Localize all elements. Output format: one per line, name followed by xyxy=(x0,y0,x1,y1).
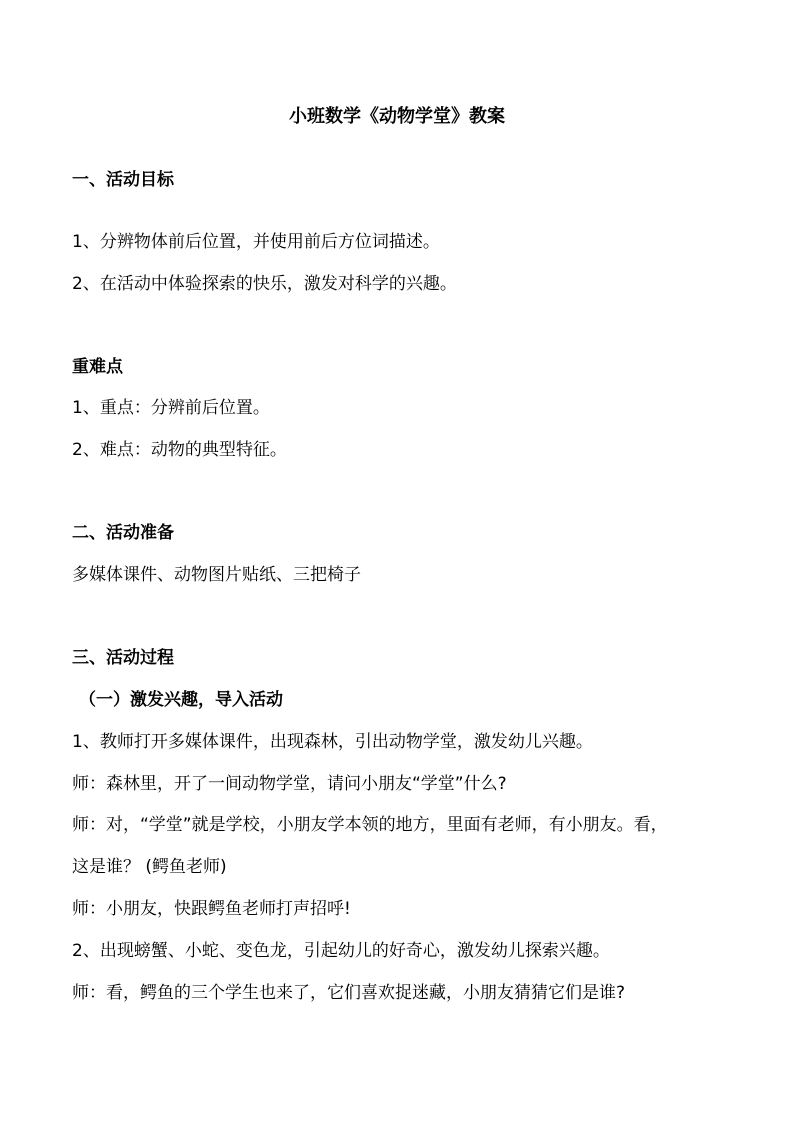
document-title: 小班数学《动物学堂》教案 xyxy=(289,106,505,127)
preparation-text: 多媒体课件、动物图片贴纸、三把椅子 xyxy=(72,565,361,585)
goal-item: 1、分辨物体前后位置，并使用前后方位词描述。 xyxy=(72,232,440,252)
process-line: 师：看，鳄鱼的三个学生也来了，它们喜欢捉迷藏，小朋友猜猜它们是谁? xyxy=(72,983,626,1003)
preparation-heading: 二、活动准备 xyxy=(72,523,174,543)
process-line: 师：对，“学堂”就是学校，小朋友学本领的地方，里面有老师，有小朋友。看， xyxy=(72,815,668,835)
process-line: 这是谁？ (鳄鱼老师) xyxy=(72,857,227,877)
process-subheading: （一）激发兴趣，导入活动 xyxy=(79,690,283,710)
key-points-heading: 重难点 xyxy=(72,357,123,377)
key-point-item: 2、难点：动物的典型特征。 xyxy=(72,440,287,460)
process-heading: 三、活动过程 xyxy=(72,648,174,668)
process-line: 师：森林里，开了一间动物学堂，请问小朋友“学堂”什么? xyxy=(72,774,507,794)
key-point-item: 1、重点：分辨前后位置。 xyxy=(72,398,270,418)
goal-item: 2、在活动中体验探索的快乐，激发对科学的兴趣。 xyxy=(72,274,457,294)
goals-heading: 一、活动目标 xyxy=(72,170,174,190)
process-line: 师：小朋友，快跟鳄鱼老师打声招呼! xyxy=(72,899,351,919)
process-line: 1、教师打开多媒体课件，出现森林，引出动物学堂，激发幼儿兴趣。 xyxy=(72,732,593,752)
process-line: 2、出现螃蟹、小蛇、变色龙，引起幼儿的好奇心，激发幼儿探索兴趣。 xyxy=(72,941,610,961)
